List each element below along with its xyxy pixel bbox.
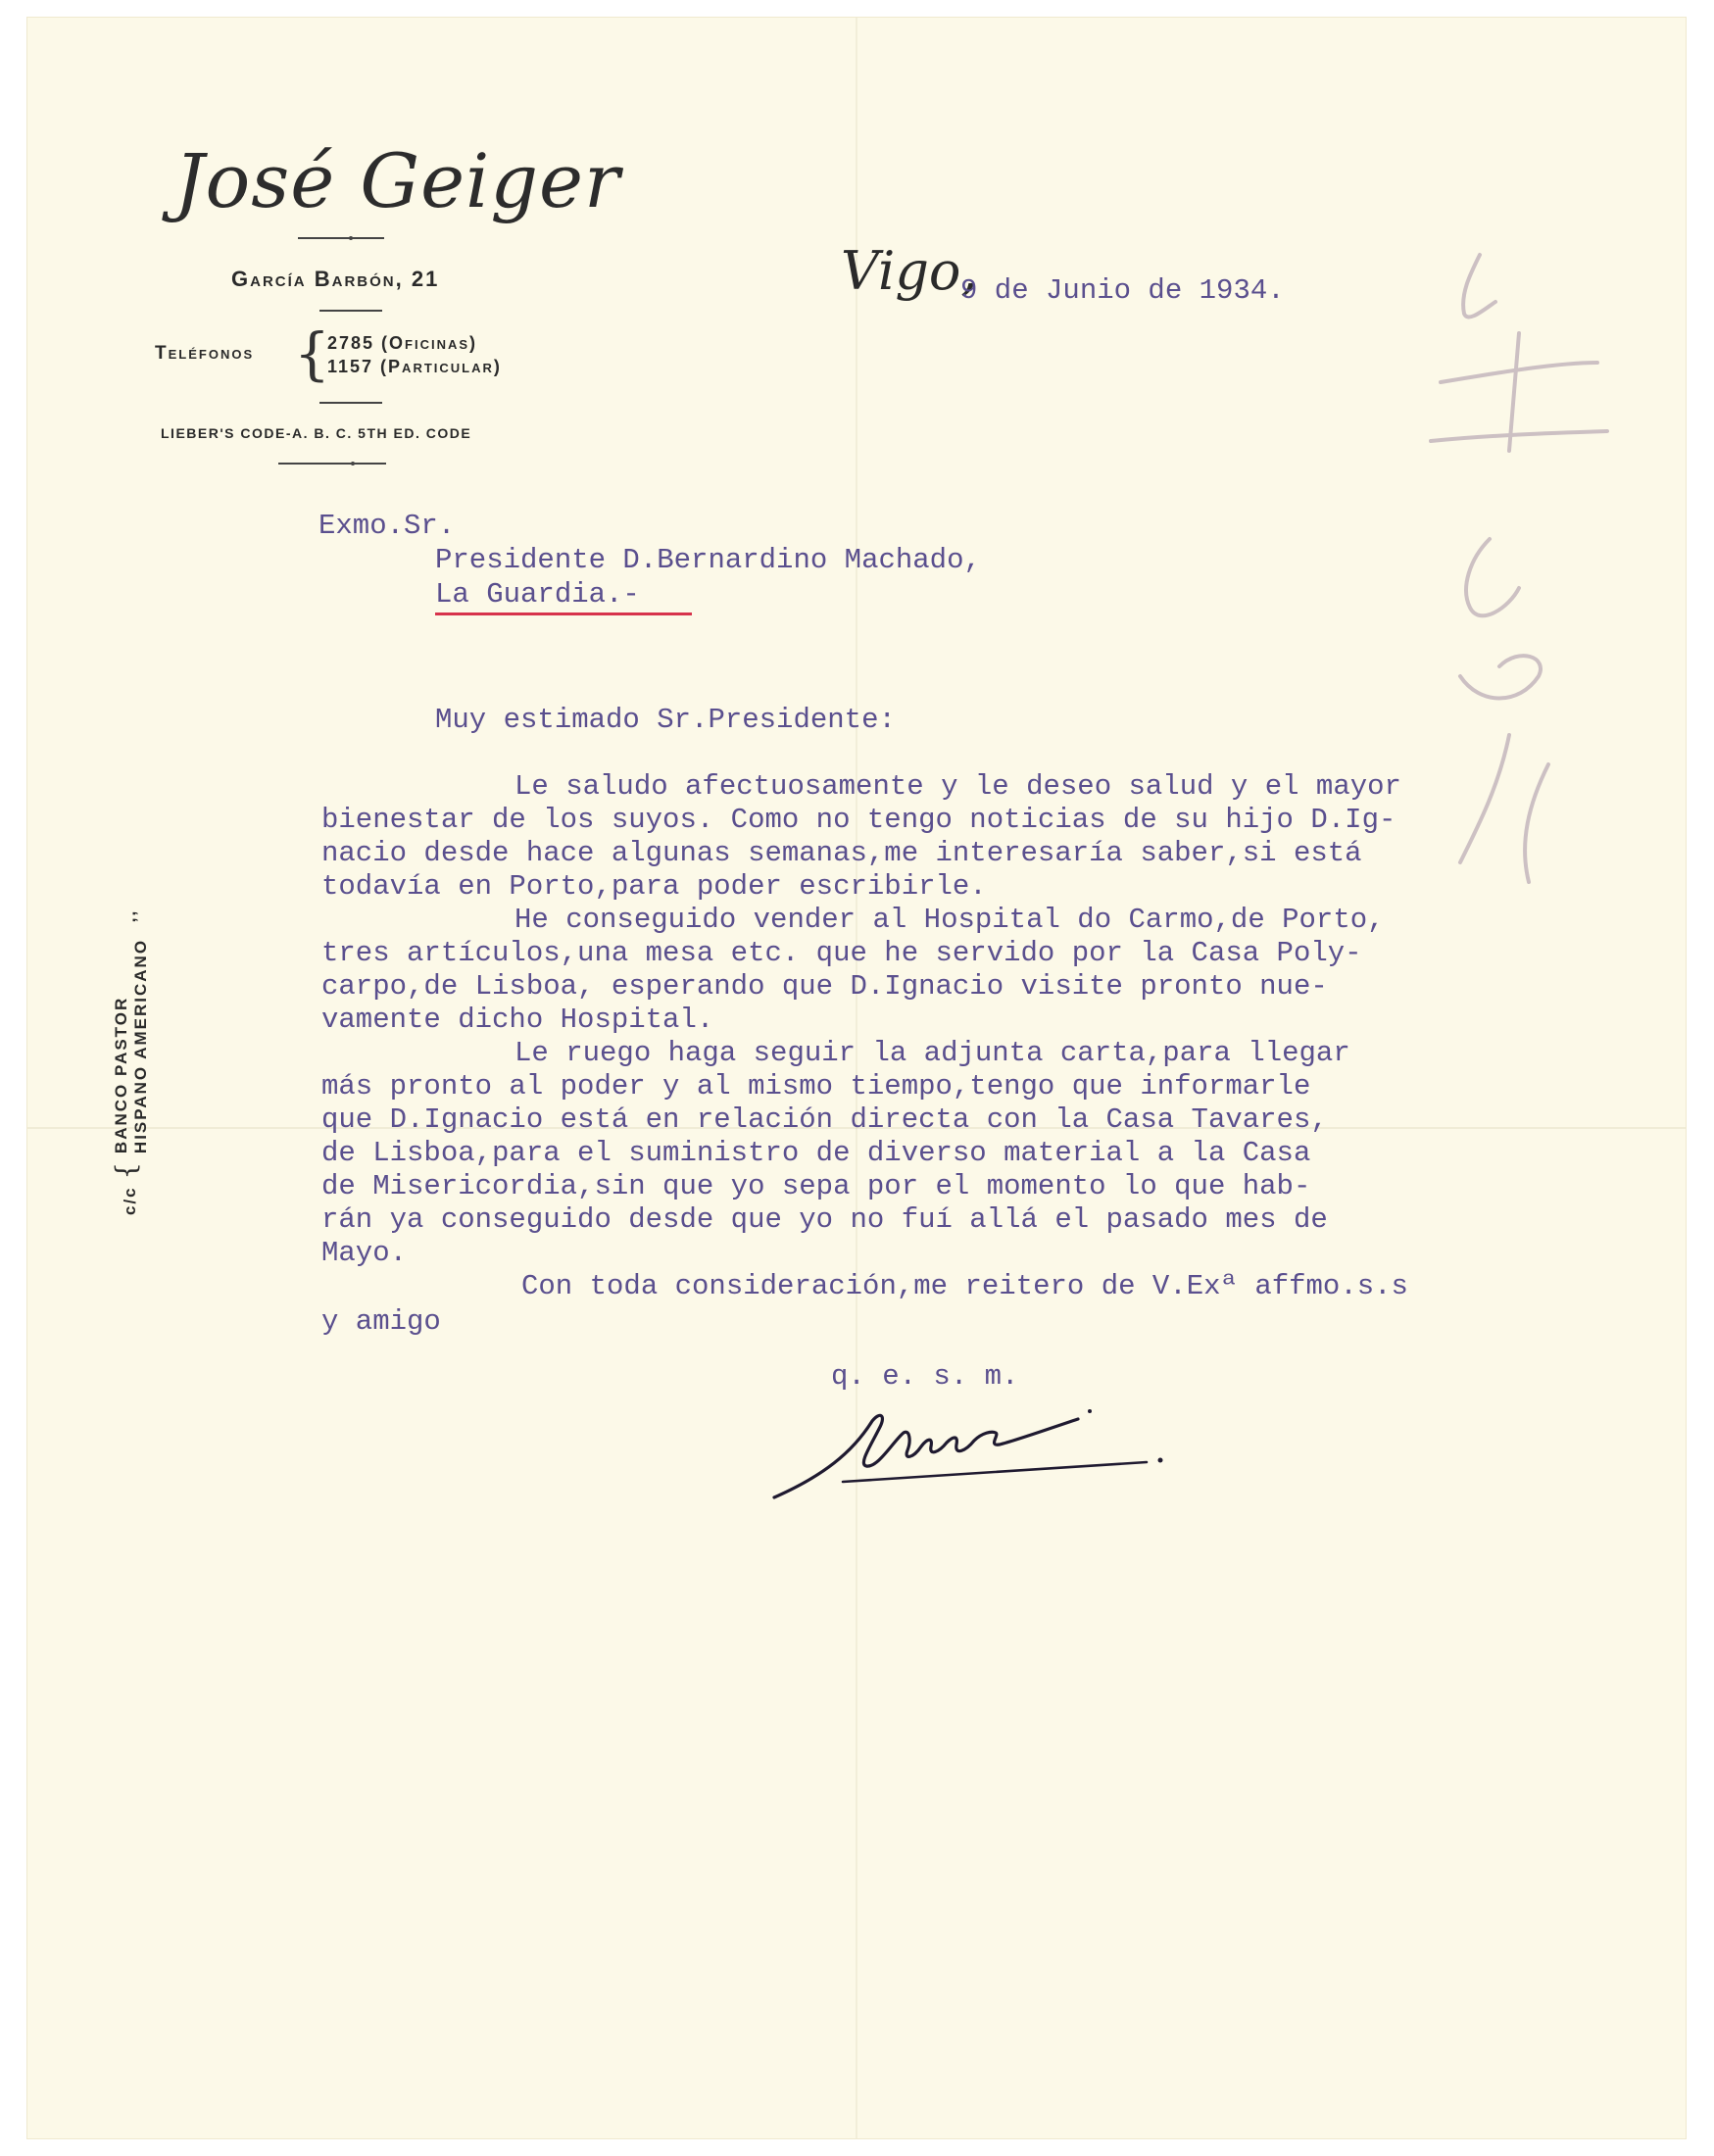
- body-line: rán ya conseguido desde que yo no fuí allá el pasado mes de: [321, 1203, 1328, 1236]
- addressee-line-2: Presidente D.Bernardino Machado,: [435, 544, 981, 576]
- letterhead-rule: [319, 310, 382, 312]
- bank-cc-label: c/c: [121, 1186, 139, 1215]
- letterhead-rule: [278, 463, 386, 465]
- closing: q. e. s. m.: [831, 1360, 1019, 1393]
- bank-marks: ,,: [121, 908, 139, 923]
- letterhead-rule-dot: [349, 236, 353, 240]
- signature-image: [764, 1382, 1186, 1509]
- body-line: y amigo: [321, 1305, 441, 1338]
- body-line: más pronto al poder y al mismo tiempo,tengo que informarle: [321, 1070, 1311, 1102]
- body-line: Mayo.: [321, 1237, 408, 1269]
- body-line: bienestar de los suyos. Como no tengo noticias de su hijo D.Ig-: [321, 804, 1396, 836]
- bank-side-text: [110, 909, 151, 1215]
- body-line: He conseguido vender al Hospital do Carmo,de Porto,: [514, 904, 1385, 936]
- salutation: Muy estimado Sr.Presidente:: [435, 704, 896, 736]
- letterhead-rule: [319, 402, 382, 404]
- body-line: Con toda consideración,me reitero de V.Exª affmo.s.s: [521, 1270, 1408, 1302]
- letterhead-rule-dot: [351, 462, 355, 466]
- body-line: que D.Ignacio está en relación directa con la Casa Tavares,: [321, 1103, 1328, 1136]
- dateline-city: Vigo,: [841, 240, 978, 302]
- body-line: Le saludo afectuosamente y le deseo salud y el mayor: [514, 770, 1401, 803]
- bank-name-1: BANCO PASTOR: [111, 996, 130, 1154]
- pencil-annotation-image: [1401, 216, 1637, 960]
- body-line: todavía en Porto,para poder escribirle.: [321, 870, 987, 903]
- body-line: Le ruego haga seguir la adjunta carta,para llegar: [514, 1037, 1350, 1069]
- addressee-line-1: Exmo.Sr.: [318, 510, 456, 542]
- letterhead-address: García Barbón, 21: [231, 267, 440, 291]
- body-line: de Lisboa,para el suministro de diverso material a la Casa: [321, 1137, 1311, 1169]
- bank-brace-icon: {: [110, 1159, 142, 1180]
- letterhead-phone-office: 2785 (Oficinas): [327, 333, 478, 353]
- body-line: tres artículos,una mesa etc. que he servido por la Casa Poly-: [321, 937, 1362, 969]
- body-line: vamente dicho Hospital.: [321, 1004, 714, 1036]
- letterhead-rule: [298, 237, 384, 239]
- addressee-red-underline: [435, 612, 692, 615]
- body-line: de Misericordia,sin que yo sepa por el momento lo que hab-: [321, 1170, 1311, 1202]
- letterhead-phones-label: Teléfonos: [155, 343, 255, 364]
- addressee-line-3: La Guardia.-: [435, 578, 640, 611]
- letterhead-phone-private: 1157 (Particular): [327, 357, 502, 376]
- phones-brace-icon: {: [294, 320, 330, 387]
- bank-name-2: HISPANO AMERICANO: [130, 938, 150, 1154]
- letterhead-name: José Geiger: [174, 137, 621, 224]
- letterhead-code: LIEBER'S CODE-A. B. C. 5TH ED. CODE: [161, 425, 472, 441]
- dateline-date: 9 de Junio de 1934.: [960, 274, 1285, 307]
- body-line: carpo,de Lisboa, esperando que D.Ignacio visite pronto nue-: [321, 970, 1328, 1003]
- body-line: nacio desde hace algunas semanas,me interesaría saber,si está: [321, 837, 1362, 869]
